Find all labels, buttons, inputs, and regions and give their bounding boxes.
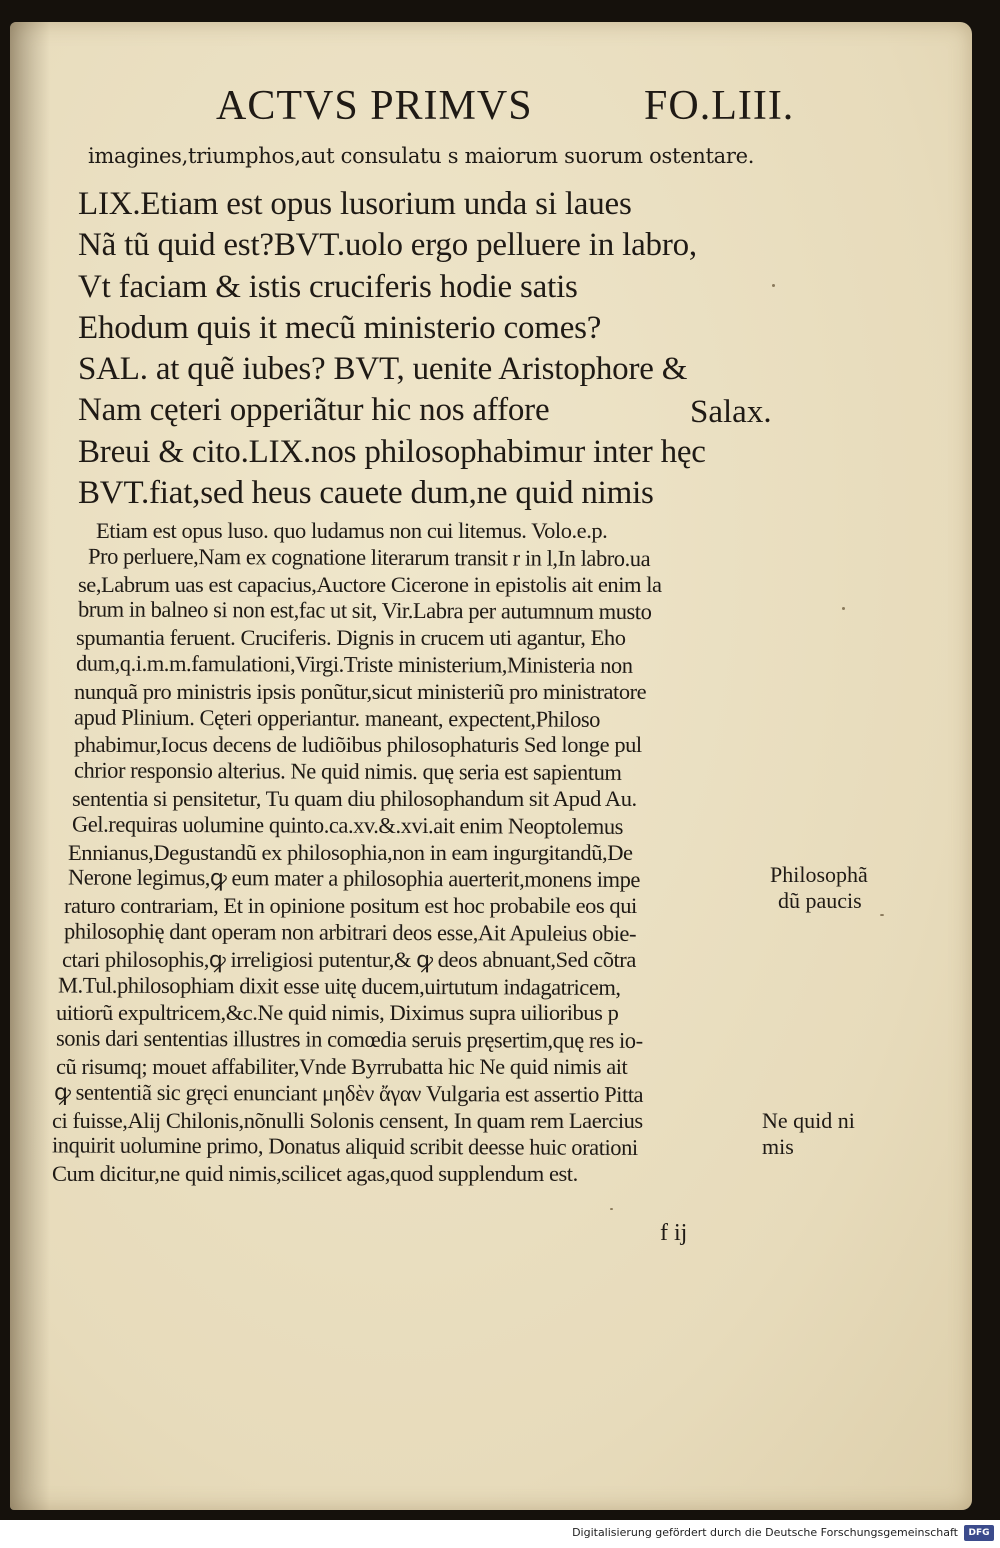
commentary-line: Cum dicitur,ne quid nimis,scilicet agas,quod supplendum est. [52, 1161, 578, 1187]
running-head-title: ACTVS PRIMVS [216, 83, 533, 129]
running-head [216, 82, 816, 142]
paper-speck [880, 914, 884, 916]
marginal-note-philosophandum [770, 862, 930, 914]
verse-block [78, 184, 798, 514]
paper-speck [772, 284, 775, 287]
marginal-note-line: mis [762, 1134, 794, 1159]
commentary-line: dum,q.i.m.m.famulationi,Virgi.Triste ministerium,Ministeria non [75, 650, 633, 678]
verse-line: Nã tũ quid est?BVT.uolo ergo pelluere in labro, [78, 227, 697, 264]
commentary-line: phabimur,Iocus decens de ludiõibus philosophaturis Sed longe pul [74, 732, 642, 758]
spine-shadow [10, 22, 50, 1510]
marginal-note-line: Philosophã [770, 862, 868, 887]
commentary-line: ci fuisse,Alij Chilonis,nõnulli Solonis censent, In quam rem Laercius [52, 1107, 643, 1133]
folio-number: FO.LIII. [644, 83, 795, 129]
commentary-line: apud Plinium. Cęteri opperiantur. maneant, expectent,Philoso [73, 704, 601, 732]
book-page [10, 22, 972, 1510]
paper-speck [610, 1208, 613, 1210]
commentary-line: inquirit uolumine primo, Donatus aliquid scribit deesse huic orationi [51, 1132, 638, 1161]
prose-continuation-line: imagines,triumphos,aut consulatu s maiorum suorum ostentare. [88, 144, 755, 168]
marginal-note-ne-quid-nimis [762, 1108, 922, 1160]
commentary-line: chrior responsio alterius. Ne quid nimis. quę seria est sapientum [73, 757, 622, 786]
verse-line: BVT.fiat,sed heus cauete dum,ne quid nimis [78, 475, 654, 512]
marginal-note-line: dũ paucis [778, 888, 862, 913]
commentary-line: Pro perluere,Nam ex cognatione literarum transit r in l,In labro.ua [87, 543, 651, 571]
funding-credit: Digitalisierung gefördert durch die Deutsche Forschungsgemeinschaft [572, 1526, 958, 1539]
commentary-line: M.Tul.philosophiam dixit esse uitę ducem,uirtutum indagatricem, [57, 972, 621, 1000]
commentary-line: sonis dari sententias illustres in comœdia seruis pręsertim,quę res io- [55, 1025, 643, 1054]
commentary-line: spumantia feruent. Cruciferis. Dignis in crucem uti agantur, Eho [76, 625, 626, 651]
commentary-line: Etiam est opus luso. quo ludamus non cui litemus. Volo.e.p. [96, 518, 608, 543]
commentary-line: se,Labrum uas est capacius,Auctore Cicerone in epistolis ait enim la [78, 571, 662, 597]
paper-speck [842, 607, 845, 610]
verse-line: Nam cęteri opperiãtur hic nos affore [78, 392, 550, 429]
commentary-line: philosophię dant operam non arbitrari deos esse,Ait Apuleius obie- [63, 918, 637, 946]
footer-bar [0, 1520, 1000, 1548]
verse-line: Vt faciam & istis cruciferis hodie satis [78, 268, 578, 305]
commentary-line: uitiorũ expultricem,&c.Ne quid nimis, Diximus supra uilioribus p [56, 1000, 619, 1026]
commentary-line: raturo contrariam, Et in opinione positum est hoc probabile eos qui [64, 893, 637, 919]
verse-line: LIX.Etiam est opus lusorium unda si laues [78, 186, 632, 222]
commentary-line: ꝙ sententiã sic gręci enunciant μηδὲν ἄγαν Vulgaria est assertio Pitta [53, 1079, 644, 1107]
verse-line: Ehodum quis it mecũ ministerio comes? [78, 309, 602, 346]
commentary-line: Gel.requiras uolumine quinto.ca.xv.&.xvi.ait enim Neoptolemus [71, 811, 624, 839]
marginal-note-line: Ne quid ni [762, 1108, 855, 1133]
commentary-line: Nerone legimus,ꝙ eum mater a philosophia auerterit,monens impe [67, 864, 641, 893]
dfg-logo-icon: DFG [964, 1525, 994, 1541]
commentary-line: brum in balneo si non est,fac ut sit, Vir.Labra per autumnum musto [77, 596, 652, 625]
verse-line: SAL. at quẽ iubes? BVT, uenite Aristophore & [78, 351, 688, 388]
signature-mark: f ij [660, 1220, 688, 1246]
verse-line: Breui & cito.LIX.nos philosophabimur inter hęc [78, 433, 706, 470]
commentary-line: sententia si pensitetur, Tu quam diu philosophandum sit Apud Au. [72, 785, 637, 811]
verse-margin-speaker: Salax. [690, 394, 772, 430]
commentary-line: ctari philosophis,ꝙ irreligiosi putentur,& ꝙ deos abnuant,Sed cõtra [62, 946, 636, 972]
commentary-block [52, 518, 772, 1188]
commentary-line: Ennianus,Degustandũ ex philosophia,non in eam ingurgitandũ,De [68, 839, 633, 865]
commentary-line: cũ risumq; mouet affabiliter,Vnde Byrrubatta hic Ne quid nimis ait [56, 1053, 628, 1079]
commentary-line: nunquã pro ministris ipsis ponũtur,sicut ministeriũ pro ministratore [74, 678, 647, 704]
